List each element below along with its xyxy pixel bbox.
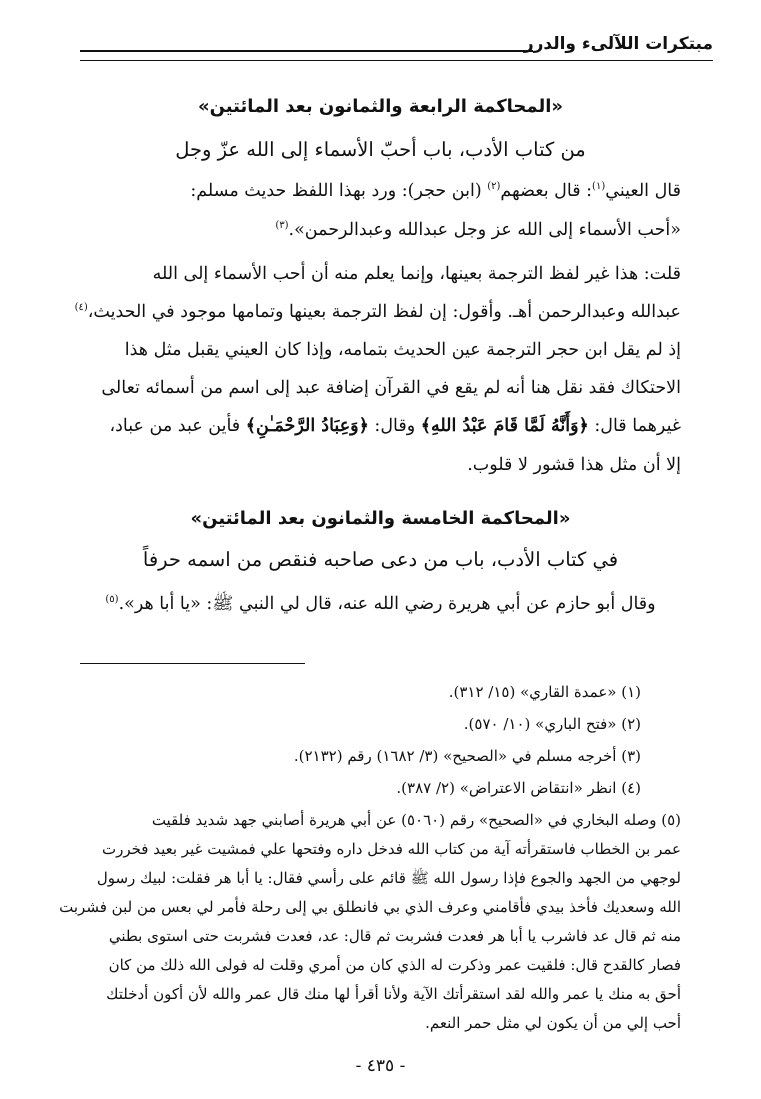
footnote: (٣) أخرجه مسلم في «الصحيح» (٣/ ١٦٨٢) رقم (٢١٣٢). <box>293 747 641 765</box>
section-subheading: في كتاب الأدب، باب من دعى صاحبه فنقص من اسمه حرفاً <box>142 548 619 571</box>
footnote-line: فصار كالقدح قال: فلقيت عمر وذكرت له الذي كان من أمري وقلت له فولى الله ذلك من كان <box>108 956 681 974</box>
header-rule <box>80 50 533 52</box>
footnote: (٤) انظر «انتقاض الاعتراض» (٢/ ٣٨٧). <box>396 779 641 797</box>
hadith-quote: «أحب الأسماء إلى الله عز وجل عبدالله وعبدالرحمن». <box>288 220 681 240</box>
section-subheading: من كتاب الأدب، باب أحبّ الأسماء إلى الله عزّ وجل <box>175 138 586 161</box>
paragraph-line: غيرهما قال: ﴿وَأَنَّهُ لَمَّا قَامَ عَبْدُ اللهِ﴾ وقال: ﴿وَعِبَادُ الرَّحْمَـٰنِ﴾ فأين عبد من عباد، <box>109 416 681 436</box>
footnote-ref[interactable]: (٥) <box>105 594 119 606</box>
footnote-line: عمر بن الخطاب فاستقرأته آية من كتاب الله فدخل داره وفتحها علي فمشيت غير بعيد فخررت <box>101 840 681 858</box>
quran-verse: ﴿وَأَنَّهُ لَمَّا قَامَ عَبْدُ اللهِ﴾ <box>420 416 589 436</box>
footnote-line: منه ثم قال عد فاشرب يا أبا هر فعدت فشربت ثم قال: عد، فعدت فشربت حتى استوى بطني <box>108 927 681 945</box>
footnote-line: (٥) وصله البخاري في «الصحيح» رقم (٥٠٦٠) عن أبي هريرة أصابني جهد شديد فلقيت <box>151 811 681 829</box>
paragraph-line: قال العيني$^{(١)}$: قال بعضهم$^{(٢)}$ (ابن حجر): ورد بهذا اللفظ حديث مسلم: <box>190 181 681 201</box>
footnote-separator <box>80 663 305 664</box>
quran-verse: ﴿وَعِبَادُ الرَّحْمَـٰنِ﴾ <box>245 416 369 436</box>
footnote-ref[interactable]: (٣) <box>275 220 289 232</box>
paragraph-line: عبدالله وعبدالرحمن أهـ. وأقول: إن لفظ الترجمة بعينها وتمامها موجود في الحديث،$^{(٤)}$ <box>74 302 681 322</box>
page-number: - ٤٣٥ - <box>355 1056 406 1076</box>
paragraph-line <box>80 220 681 240</box>
footnote-ref[interactable]: (٤) <box>74 302 88 314</box>
section-heading: «المحاكمة الرابعة والثمانون بعد المائتين» <box>197 96 564 117</box>
paragraph-line: إلا أن مثل هذا قشور لا قلوب. <box>467 455 681 475</box>
header-title: مبتكرات اللآلىء والدرر <box>523 34 713 54</box>
section-heading: «المحاكمة الخامسة والثمانون بعد المائتين» <box>190 508 571 529</box>
footnote-ref[interactable]: (١) <box>592 181 606 193</box>
paragraph-line: إذ لم يقل ابن حجر الترجمة عين الحديث بتمامه، وإذا كان العيني يقبل مثل هذا <box>124 340 681 360</box>
header-underline <box>80 60 713 61</box>
footnote-ref[interactable]: (٢) <box>487 181 501 193</box>
footnote: (٢) «فتح الباري» (١٠/ ٥٧٠). <box>463 715 641 733</box>
paragraph-line: وقال أبو حازم عن أبي هريرة رضي الله عنه، قال لي النبي ﷺ: «يا أبا هر».$^{(٥)}$ <box>105 594 656 614</box>
footnote-line: الله وسعديك فأخذ بيدي فأقامني وعرف الذي بي فانطلق بي إلى رحلة فأمر لي بعس من لبن فشربت <box>59 898 681 916</box>
running-header <box>80 30 713 60</box>
footnote-line: أحق به منك يا عمر والله لقد استقرأتك الآية ولأنا أقرأ لها منك قال عمر والله لأن أكون أدخلتك <box>106 985 681 1003</box>
paragraph-line: قلت: هذا غير لفظ الترجمة بعينها، وإنما يعلم منه أن أحب الأسماء إلى الله <box>152 264 681 284</box>
footnote-line: أحب إلي من أن يكون لي مثل حمر النعم. <box>425 1014 681 1032</box>
paragraph-line: الاحتكاك فقد نقل هنا أنه لم يقع في القرآن إضافة عبد إلى اسم من أسمائه تعالى <box>101 378 681 398</box>
footnote-line: لوجهي من الجهد والجوع فإذا رسول الله ﷺ قائم على رأسي فقال: يا أبا هر فقلت: لبيك رسول <box>96 869 681 887</box>
footnote: (١) «عمدة القاري» (١٥/ ٣١٢). <box>448 683 641 701</box>
